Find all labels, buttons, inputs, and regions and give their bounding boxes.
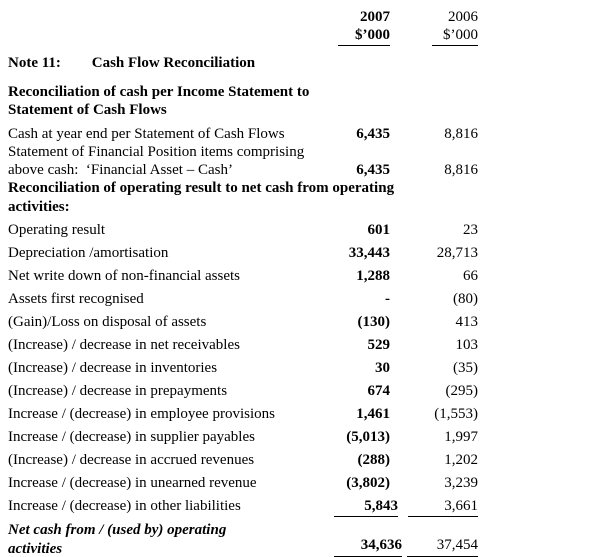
cash-reconciliation-heading	[8, 83, 600, 119]
row-label: Operating result	[8, 222, 106, 238]
operating-reconciliation-heading-line1: Reconciliation of operating result to net cash from operating	[8, 180, 395, 196]
net-cash-total-label-line2: activities	[8, 541, 63, 557]
year-2007-header: 2007	[360, 9, 390, 25]
cash-reconciliation-heading-line1: Reconciliation of cash per Income Statement to	[8, 84, 310, 100]
value-2007: 33,443	[348, 245, 390, 261]
value-2007: (130)	[357, 314, 390, 330]
double-underlined-value: 34,636	[334, 536, 402, 557]
value-2006: 103	[455, 337, 478, 353]
table-row	[8, 290, 478, 308]
operating-reconciliation-heading-line2: activities:	[8, 199, 70, 215]
total-value-2006	[390, 536, 478, 557]
underlined-value: 3,661	[408, 497, 478, 517]
value-2007	[334, 497, 398, 517]
table-row	[8, 474, 478, 492]
row-label: above cash: ‘Financial Asset – Cash’	[8, 162, 233, 178]
underlined-value: 5,843	[334, 497, 398, 517]
table-row	[8, 125, 478, 143]
value-2006	[390, 497, 478, 517]
value-2006: 28,713	[436, 245, 478, 261]
value-2007: (288)	[357, 452, 390, 468]
value-2007: 30	[375, 360, 390, 376]
table-row	[8, 244, 478, 262]
row-label: Assets first recognised	[8, 291, 144, 307]
column-year-header-row	[8, 8, 478, 26]
row-label: (Gain)/Loss on disposal of assets	[8, 314, 207, 330]
unit-2007-label: $’000	[338, 26, 390, 46]
double-underlined-value: 37,454	[407, 536, 478, 557]
note-number: Note 11:	[8, 55, 61, 71]
value-2006: (1,553)	[434, 406, 478, 422]
row-label: Increase / (decrease) in other liabilities	[8, 498, 241, 514]
value-2007: 674	[367, 383, 390, 399]
operating-reconciliation-heading	[8, 179, 600, 217]
row-label: Net write down of non-financial assets	[8, 268, 241, 284]
row-label: (Increase) / decrease in inventories	[8, 360, 218, 376]
net-cash-total-row	[8, 521, 478, 557]
table-row	[8, 359, 478, 377]
unit-2007-header	[334, 26, 390, 46]
row-label: (Increase) / decrease in net receivables	[8, 337, 240, 353]
table-row	[8, 267, 478, 285]
value-2006: 1,202	[444, 452, 478, 468]
value-2006: 66	[463, 268, 478, 284]
column-unit-header-row	[8, 26, 478, 46]
value-2007: (3,802)	[346, 475, 390, 491]
value-2006: 8,816	[444, 126, 478, 142]
value-2006: 23	[463, 222, 478, 238]
row-label: (Increase) / decrease in accrued revenues	[8, 452, 255, 468]
row-label: (Increase) / decrease in prepayments	[8, 383, 228, 399]
row-label: Increase / (decrease) in supplier payables	[8, 429, 255, 445]
table-row	[8, 428, 478, 446]
value-2006	[390, 143, 478, 161]
table-row	[8, 405, 478, 423]
table-row	[8, 161, 478, 179]
total-value-2007	[334, 536, 402, 557]
table-row	[8, 221, 478, 239]
row-label: Statement of Financial Position items comprising	[8, 144, 305, 160]
value-2007: 601	[367, 222, 390, 238]
row-label: Increase / (decrease) in unearned revenue	[8, 475, 257, 491]
value-2007: (5,013)	[346, 429, 390, 445]
table-row	[8, 451, 478, 469]
note-title: Cash Flow Reconciliation	[91, 55, 256, 71]
row-label: Increase / (decrease) in employee provisions	[8, 406, 275, 422]
value-2006: (35)	[453, 360, 478, 376]
value-2006: 413	[455, 314, 478, 330]
value-2007: 6,435	[356, 162, 390, 178]
value-2007	[334, 143, 390, 161]
table-row	[8, 143, 478, 161]
net-cash-total-label	[8, 521, 334, 557]
row-label: Cash at year end per Statement of Cash Flows	[8, 126, 285, 142]
cash-reconciliation-heading-line2: Statement of Cash Flows	[8, 102, 167, 118]
unit-2006-label: $’000	[432, 26, 478, 46]
row-label: Depreciation /amortisation	[8, 245, 169, 261]
table-row	[8, 382, 478, 400]
net-cash-total-label-line1: Net cash from / (used by) operating	[8, 522, 227, 538]
spacer	[8, 26, 334, 46]
table-row	[8, 313, 478, 331]
value-2007: 6,435	[356, 126, 390, 142]
table-row	[8, 497, 478, 517]
value-2007: 529	[367, 337, 390, 353]
value-2006: 8,816	[444, 162, 478, 178]
value-2007: 1,461	[356, 406, 390, 422]
spacer	[8, 8, 334, 26]
value-2006: (295)	[445, 383, 478, 399]
year-2006-header: 2006	[448, 9, 478, 25]
value-2006: 3,239	[444, 475, 478, 491]
unit-2006-header	[390, 26, 478, 46]
table-row	[8, 336, 478, 354]
value-2007: 1,288	[356, 268, 390, 284]
value-2007: -	[385, 291, 390, 307]
value-2006: (80)	[453, 291, 478, 307]
value-2006: 1,997	[444, 429, 478, 445]
note-title-row	[8, 55, 600, 72]
